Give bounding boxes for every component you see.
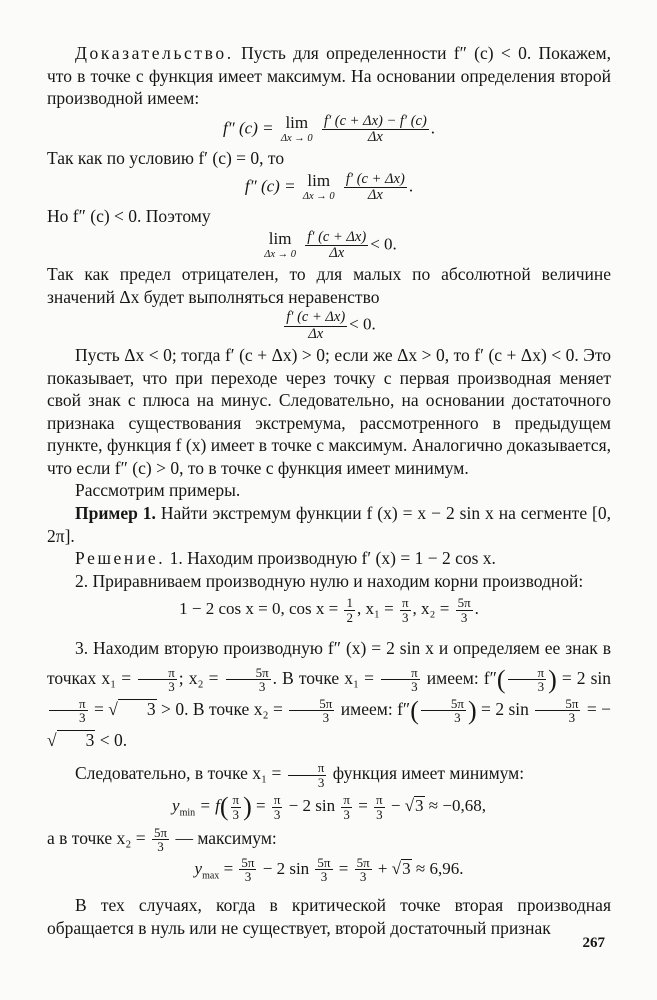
equation-5 bbox=[47, 596, 611, 624]
step3-f7d: 3 bbox=[454, 710, 461, 726]
step3-f3d: 3 bbox=[411, 679, 418, 695]
step3-f1d: 3 bbox=[168, 679, 175, 695]
conclusion-fn: π bbox=[288, 761, 327, 776]
eq7-frac-1 bbox=[239, 856, 256, 884]
eq4-den: Δx bbox=[308, 325, 324, 342]
conclusion-frac bbox=[288, 761, 327, 789]
eq7-f2d: 3 bbox=[320, 869, 328, 885]
eq6-frac-2 bbox=[272, 793, 283, 821]
paragraph-4: Так как предел отрицателен, то для малых по абсолютной величине значений Δx будет выполняться неравенство bbox=[47, 264, 611, 307]
eq4-rhs: < 0. bbox=[349, 315, 376, 335]
eq1-limit bbox=[281, 114, 313, 144]
eq1-end: . bbox=[430, 118, 436, 138]
proof-intro-text: Пусть для определенности f″ (c) < 0. Покажем, что в точке c функция имеет максимум. На основании определения второй производной имеем: bbox=[47, 43, 612, 109]
eq6-f1n: π bbox=[232, 792, 240, 808]
eq6-frac-1 bbox=[231, 793, 242, 821]
step-2: 2. Приравниваем производную нулю и находим корни производной: bbox=[75, 570, 584, 591]
equation-7: $y_{max}$ = $\frac{5\pi}{3}$ − 2 sin $\frac{5\pi}{3}$ = $\frac{5\pi}{3}$ + √3 ≈ 6,96. bbox=[194, 854, 464, 885]
step3-f4n: π bbox=[508, 666, 547, 681]
eq1-lim-word: lim bbox=[285, 113, 309, 133]
eq6-f4d: 3 bbox=[376, 806, 383, 822]
eq5-b: , x₁ = bbox=[356, 599, 394, 619]
step3-f8n: 5π bbox=[535, 697, 580, 712]
step3-j: = 2 sin bbox=[476, 698, 529, 719]
eq3-den: Δx bbox=[329, 245, 345, 262]
paragraph-3: Но f″ (c) < 0. Поэтому bbox=[47, 206, 211, 227]
step3-l: < 0. bbox=[95, 729, 128, 750]
step3-f7n: 5π bbox=[421, 697, 466, 712]
equation-4 bbox=[47, 310, 611, 341]
max-line bbox=[47, 826, 611, 854]
solution bbox=[47, 547, 611, 570]
proof-intro bbox=[47, 42, 611, 110]
eq7-e: + bbox=[373, 858, 392, 878]
paragraph-2: Так как по условию f′ (c) = 0, то bbox=[47, 148, 285, 169]
eq5-f3d: 3 bbox=[460, 610, 468, 626]
step3-f6n: 5π bbox=[289, 697, 334, 712]
step3-i: имеем: f″ bbox=[336, 698, 411, 719]
eq6-d: − 2 sin bbox=[284, 796, 336, 816]
equation-3 bbox=[47, 230, 611, 261]
example-1 bbox=[47, 502, 611, 547]
eq2-limit bbox=[303, 172, 335, 202]
eq7-frac-3 bbox=[355, 856, 372, 884]
eq6-f3d: 3 bbox=[343, 806, 350, 822]
eq7-f3d: 3 bbox=[359, 869, 367, 885]
eq5-f3n: 5π bbox=[457, 595, 471, 611]
step3-frac-5 bbox=[49, 697, 88, 725]
eq1-den: Δx bbox=[367, 129, 383, 145]
eq7-f3n: 5π bbox=[356, 854, 370, 870]
step3-frac-7 bbox=[421, 697, 466, 725]
step3-f2n: 5π bbox=[226, 666, 271, 681]
page-body bbox=[47, 42, 611, 939]
eq7-f: ≈ 6,96. bbox=[411, 858, 464, 878]
example-text: Найти экстремум функции f (x) = x − 2 sin x на сегменте [0, 2π]. bbox=[47, 503, 611, 546]
step3-f6d: 3 bbox=[322, 710, 330, 726]
step3-frac-8 bbox=[535, 697, 580, 725]
eq6-f1d: 3 bbox=[232, 806, 240, 822]
eq2-lim-sub: Δx → 0 bbox=[302, 191, 335, 203]
step3-b: ; x₂ = bbox=[178, 667, 219, 688]
step3-f8d: 3 bbox=[568, 710, 576, 726]
step3-frac-3 bbox=[381, 666, 420, 694]
eq1-lim-sub: Δx → 0 bbox=[280, 133, 313, 145]
maxline-fn: 5π bbox=[153, 824, 168, 840]
step3-d: имеем: f″ bbox=[421, 667, 497, 688]
eq6-sqrt: 3 bbox=[415, 796, 424, 816]
eq7-f1d: 3 bbox=[244, 869, 252, 885]
eq6-f2n: π bbox=[273, 792, 281, 808]
page-number: 267 bbox=[582, 935, 605, 951]
eq1-fraction bbox=[322, 114, 429, 145]
eq2-den: Δx bbox=[367, 187, 383, 204]
equation-2 bbox=[47, 172, 611, 203]
eq1-num: f′ (c + Δx) − f′ (c) bbox=[323, 112, 427, 129]
step3-c: . В точке x₁ = bbox=[272, 667, 375, 688]
eq2-end: . bbox=[408, 176, 414, 196]
eq6-f2d: 3 bbox=[273, 806, 281, 822]
eq6-sub: min bbox=[179, 807, 196, 819]
step3-frac-6 bbox=[289, 697, 334, 725]
eq5-f1d: 2 bbox=[346, 610, 353, 626]
step3-a: 3. Находим вторую производную f″ (x) = 2 sin x и определяем ее знак в точках x₁ = bbox=[47, 637, 611, 688]
eq4-num: f′ (c + Δx) bbox=[286, 309, 346, 326]
eq7-d: = bbox=[334, 858, 349, 878]
step3-frac-1 bbox=[138, 666, 177, 694]
equation-6: $y_{min} = f$( $\frac{\pi}{3}$ ) = $\frac{\pi}{3}$ − 2 sin $\frac{\pi}{3}$ = $\frac{\pi}{3}$ − √3 ≈ −0,68, bbox=[172, 792, 486, 822]
eq5-f2n: π bbox=[401, 595, 409, 611]
eq7-f1n: 5π bbox=[241, 854, 255, 870]
step3-h: > 0. В точке x₂ = bbox=[156, 698, 283, 719]
step3-f2d: 3 bbox=[258, 679, 266, 695]
eq5-frac-2 bbox=[400, 596, 411, 624]
eq5-c: , x₂ = bbox=[412, 599, 450, 619]
eq5-f1n: 1 bbox=[346, 595, 353, 611]
eq3-fraction bbox=[305, 230, 368, 261]
eq7-sqrt: 3 bbox=[402, 858, 411, 878]
maxline-b: — максимум: bbox=[171, 827, 277, 848]
step3-f1n: π bbox=[138, 666, 177, 681]
eq5-end: . bbox=[474, 599, 479, 619]
eq3-lim-word: lim bbox=[268, 229, 292, 249]
step3-f5d: 3 bbox=[79, 710, 86, 726]
conclusion bbox=[47, 761, 611, 789]
eq7-frac-2 bbox=[315, 856, 332, 884]
step3-f3n: π bbox=[381, 666, 420, 681]
step3-sqrt-2: 3 bbox=[57, 730, 96, 750]
eq6-b: = f bbox=[195, 796, 220, 816]
maxline-a: а в точке x₂ = bbox=[47, 827, 146, 848]
eq3-rhs: < 0. bbox=[370, 234, 397, 254]
step-3: 3. Находим вторую производную f″ (x) = 2 sin x и определяем ее знак в точках x₁ = $\frac{\pi}{3}$ ; x₂ = $\frac{5\pi}{3}$ . В точке x₁ = $\frac{\pi}{3}$ имеем: f″( $\frac{\pi}{3}$ ) = 2 sin $\frac{\pi}{3}$ = √ 3 > 0. В точке x₂ = $\frac{5\pi}{3}$ имеем: f″( $\frac{5\pi}{3}$ ) = 2 sin $\frac{5\pi}{3}$ = − √ 3 < 0. bbox=[47, 637, 612, 750]
eq6-g: ≈ −0,68, bbox=[424, 796, 486, 816]
proof-heading: Доказательство. bbox=[75, 43, 234, 63]
eq2-lhs: f″ (c) = bbox=[244, 176, 296, 196]
eq7-f2n: 5π bbox=[317, 854, 331, 870]
step3-k: = − bbox=[582, 698, 612, 719]
eq6-frac-3 bbox=[341, 793, 352, 821]
eq6-f4n: π bbox=[376, 792, 383, 808]
eq2-fraction bbox=[344, 172, 407, 203]
conclusion-a: Следовательно, в точке x₁ = bbox=[75, 763, 282, 784]
solution-label: Решение. bbox=[75, 548, 166, 569]
eq5-a: 1 − 2 cos x = 0, cos x = bbox=[179, 599, 339, 619]
eq7-y: y bbox=[194, 858, 203, 878]
eq6-e: = bbox=[353, 796, 368, 816]
eq2-num: f′ (c + Δx) bbox=[345, 170, 405, 187]
paragraph-6: Рассмотрим примеры. bbox=[75, 480, 241, 501]
eq4-fraction bbox=[284, 310, 347, 341]
eq2-lim-word: lim bbox=[307, 171, 331, 191]
step3-g: = bbox=[89, 698, 109, 719]
step3-f5n: π bbox=[49, 697, 88, 712]
eq6-f3n: π bbox=[343, 792, 350, 808]
step3-e: = 2 sin bbox=[556, 667, 612, 688]
step3-frac-4 bbox=[508, 666, 547, 694]
example-label: Пример 1. bbox=[75, 503, 156, 524]
eq6-c: = bbox=[251, 796, 266, 816]
eq6-f: − bbox=[386, 796, 405, 816]
eq3-limit bbox=[264, 230, 296, 260]
maxline-fd: 3 bbox=[157, 839, 164, 855]
eq6-frac-4 bbox=[374, 793, 385, 821]
eq7-c: − 2 sin bbox=[258, 858, 310, 878]
conclusion-b: функция имеет минимум: bbox=[328, 763, 525, 784]
maxline-frac bbox=[152, 826, 169, 854]
eq5-frac-3 bbox=[456, 596, 473, 624]
eq5-frac-1 bbox=[344, 596, 355, 624]
eq6-y: y bbox=[172, 796, 180, 816]
solution-text: 1. Находим производную f′ (x) = 1 − 2 cos x. bbox=[169, 548, 496, 569]
eq7-b: = bbox=[219, 858, 234, 878]
eq3-num: f′ (c + Δx) bbox=[307, 228, 367, 245]
eq1-lhs: f″ (c) = bbox=[222, 118, 274, 138]
conclusion-fd: 3 bbox=[317, 774, 325, 790]
step3-sqrt-1: 3 bbox=[118, 699, 157, 719]
eq5-f2d: 3 bbox=[402, 610, 409, 626]
step3-f4d: 3 bbox=[537, 679, 545, 695]
paragraph-5: Пусть Δx < 0; тогда f′ (c + Δx) > 0; если же Δx > 0, то f′ (c + Δx) < 0. Это показывает, что при переходе через точку c первая производная меняет свой знак с плюса на минус. Следовательно, на основании достаточного признака существования экстремума, рассмотренного в предыдущем пункте, функция f (x) имеет в точке c максимум. Аналогично доказывается, что если f″ (c) > 0, то в точке c функция имеет минимум. bbox=[47, 344, 611, 478]
equation-1 bbox=[47, 114, 611, 145]
step3-frac-2 bbox=[226, 666, 271, 694]
final-paragraph: В тех случаях, когда в критической точке вторая производная обращается в нуль или не существует, второй достаточный признак bbox=[47, 895, 611, 938]
eq7-sub: max bbox=[202, 870, 220, 882]
eq3-lim-sub: Δx → 0 bbox=[264, 249, 297, 261]
